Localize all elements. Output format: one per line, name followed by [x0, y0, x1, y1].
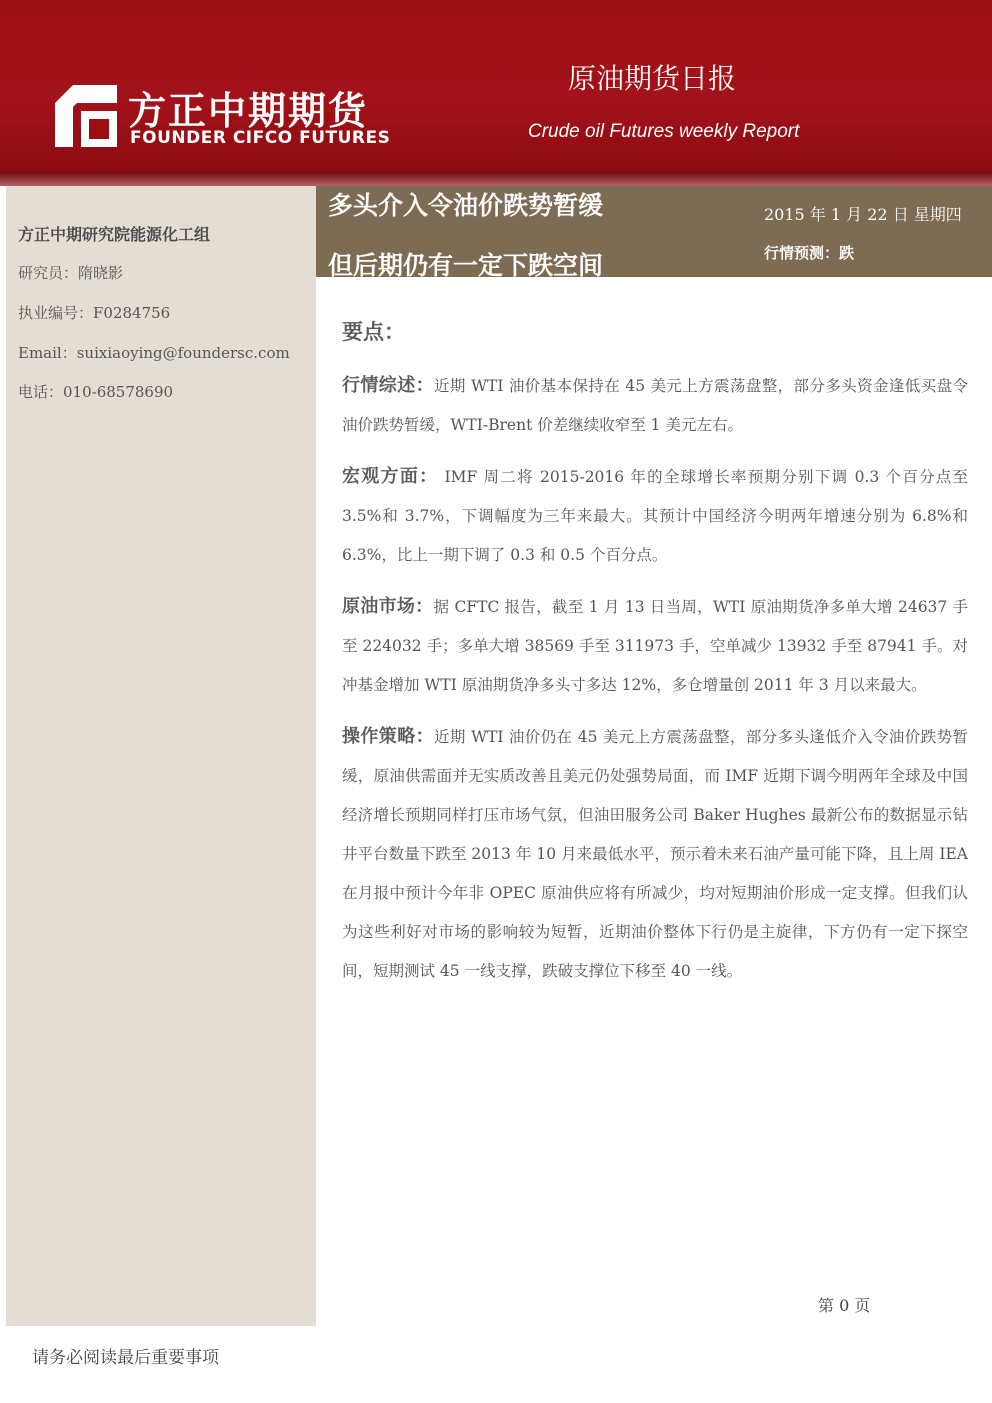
phone-number: 电话：010-68578690	[18, 383, 174, 401]
section-strategy	[342, 717, 968, 991]
report-title-cn: 原油期货日报	[568, 62, 737, 95]
section-crude-market	[342, 587, 968, 705]
email-address: Email：suixiaoying@foundersc.com	[18, 344, 290, 362]
section-market-review	[342, 366, 968, 445]
key-points-title: 要点：	[342, 320, 405, 344]
disclaimer-note: 请务必阅读最后重要事项	[32, 1348, 219, 1368]
section-label: 操作策略：	[342, 726, 434, 747]
sidebar	[6, 186, 316, 1326]
logo-text-en: FOUNDER CIFCO FUTURES	[130, 128, 391, 148]
logo-text-cn: 方正中期期货	[128, 89, 369, 133]
header-divider	[0, 172, 992, 186]
company-logo-icon	[55, 85, 117, 147]
section-text: 据 CFTC 报告，截至 1 月 13 日当周，WTI 原油期货净多单大增 24637 手至 224032 手；多单大增 38569 手至 311973 手，空单减少 13932 手至 87941 手。对冲基金增加 WTI 原油期货净多头寸多达 12%，多仓增量创 2011 年 3 月以来最大。	[342, 598, 968, 694]
main-content	[342, 316, 968, 1003]
section-text: 近期 WTI 油价仍在 45 美元上方震荡盘整，部分多头逢低介入令油价跌势暂缓，原油供需面并无实质改善且美元仍处强势局面，而 IMF 近期下调今明两年全球及中国经济增长预期同样打压市场气氛，但油田服务公司 Baker Hughes 最新公布的数据显示钻井平台数量下跌至 2013 年 10 月来最低水平，预示着未来石油产量可能下降，且上周 IEA 在月报中预计今年非 OPEC 原油供应将有所减少，均对短期油价形成一定支撑。但我们认为这些利好对市场的影响较为短暂，近期油价整体下行仍是主旋律，下方仍有一定下探空间，短期测试 45 一线支撑，跌破支撑位下移至 40 一线。	[342, 728, 968, 980]
section-label: 行情综述：	[342, 375, 434, 396]
section-macro	[342, 457, 968, 575]
headline-banner	[316, 186, 992, 280]
section-text: 近期 WTI 油价基本保持在 45 美元上方震荡盘整，部分多头资金逢低买盘令油价跌势暂缓，WTI-Brent 价差继续收窄至 1 美元左右。	[342, 377, 968, 434]
headline-primary: 多头介入令油价跌势暂缓	[328, 191, 604, 220]
researcher-name: 研究员：隋晓影	[18, 264, 124, 282]
section-label: 宏观方面：	[342, 466, 439, 487]
section-label: 原油市场：	[342, 596, 434, 617]
report-title-en: Crude oil Futures weekly Report	[528, 121, 800, 142]
page-number: 第 0 页	[818, 1296, 871, 1315]
research-group: 方正中期研究院能源化工组	[18, 225, 211, 244]
market-forecast: 行情预测：跌	[764, 244, 855, 262]
headline-secondary: 但后期仍有一定下跌空间	[328, 251, 604, 280]
report-date: 2015 年 1 月 22 日 星期四	[764, 205, 962, 224]
section-text: IMF 周二将 2015-2016 年的全球增长率预期分别下调 0.3 个百分点至 3.5%和 3.7%，下调幅度为三年来最大。其预计中国经济今明两年增速分别为 6.8%和 6.3%，比上一期下调了 0.3 和 0.5 个百分点。	[342, 468, 969, 564]
license-number: 执业编号：F0284756	[18, 304, 171, 322]
